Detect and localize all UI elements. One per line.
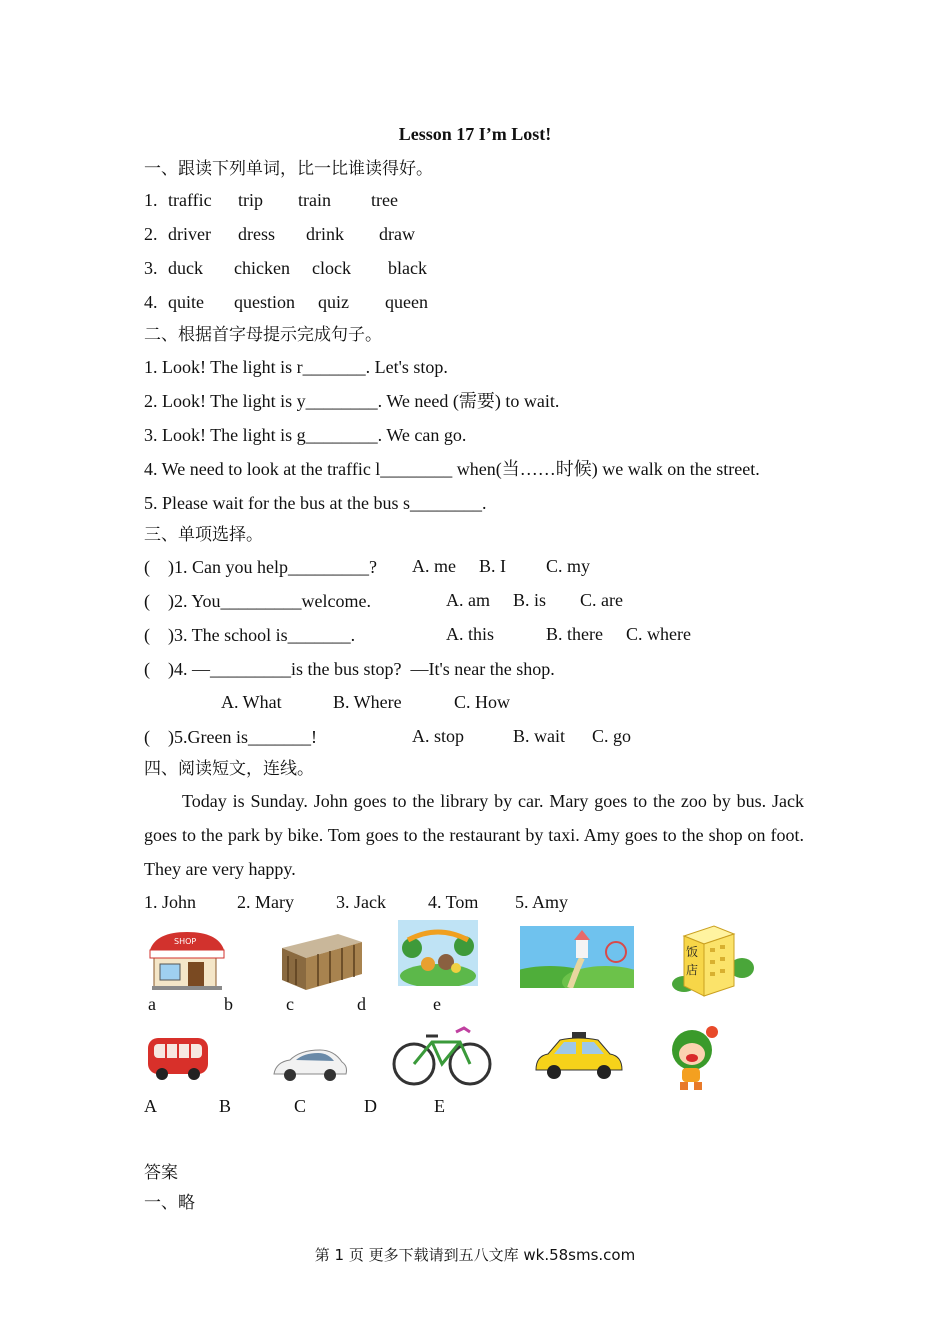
word: drink (306, 224, 344, 244)
walking-girl-picture (668, 1022, 724, 1094)
park-picture (520, 926, 634, 988)
fill-sentence: 2. Look! The light is y________. We need (需要) to wait. (144, 391, 560, 411)
place-label: c (286, 994, 294, 1014)
bus-picture (144, 1030, 218, 1084)
option-c: C. go (592, 726, 632, 746)
question-stem: ( )4. —_________is the bus stop? —It's near the shop. (144, 659, 555, 679)
option-b: B. Where (333, 692, 402, 712)
shop-sign-text: SHOP (174, 937, 197, 946)
row-number: 2. (144, 224, 158, 244)
fill-sentence: 4. We need to look at the traffic l________ when(当……时候) we walk on the street. (144, 459, 760, 479)
question-stem: ( )3. The school is_______. (144, 625, 356, 645)
reading-passage: Today is Sunday. John goes to the library by car. Mary goes to the zoo by bus. Jack goes to the park by bike. Tom goes to the restaurant by taxi. Amy goes to the shop on foot. They are very happy. (144, 791, 804, 879)
word: draw (379, 224, 415, 244)
vehicle-label: D (364, 1096, 377, 1116)
zoo-picture (398, 920, 478, 986)
row-number: 4. (144, 292, 158, 312)
row-number: 1. (144, 190, 158, 210)
shop-picture (148, 926, 226, 992)
option-c: C. How (454, 692, 511, 712)
vehicle-label: C (294, 1096, 307, 1116)
option-a: A. What (221, 692, 282, 712)
option-b: B. I (479, 556, 506, 576)
name-item: 5. Amy (515, 892, 569, 912)
option-a: A. am (446, 590, 490, 610)
word: driver (168, 224, 211, 244)
restaurant-picture (670, 922, 756, 998)
restaurant-sign-text: 饭 (686, 945, 699, 959)
name-item: 2. Mary (237, 892, 294, 912)
word: question (234, 292, 295, 312)
name-item: 4. Tom (428, 892, 479, 912)
name-item: 1. John (144, 892, 197, 912)
fill-sentence: 3. Look! The light is g________. We can go. (144, 425, 467, 445)
option-b: B. is (513, 590, 547, 610)
question-stem: ( )2. You_________welcome. (144, 591, 371, 611)
lesson-title: Lesson 17 I’m Lost! (398, 124, 552, 144)
option-b: B. wait (513, 726, 565, 746)
option-c: C. are (580, 590, 623, 610)
option-b: B. there (546, 624, 603, 644)
vehicle-label: B (219, 1096, 232, 1116)
taxi-picture (532, 1030, 626, 1084)
place-label: d (357, 994, 366, 1014)
place-label: e (433, 994, 441, 1014)
word: quiz (318, 292, 349, 312)
option-a: A. stop (412, 726, 465, 746)
word: chicken (234, 258, 290, 278)
page-footer: 第 1 页 更多下载请到五八文库 wk.58sms.com (314, 1246, 636, 1264)
word: dress (238, 224, 275, 244)
place-label: b (224, 994, 233, 1014)
answer-section1: 一、略 (144, 1193, 195, 1213)
vehicle-label: A (144, 1096, 157, 1116)
place-label: a (148, 994, 156, 1014)
section2-heading: 二、根据首字母提示完成句子。 (144, 325, 382, 345)
option-c: C. my (546, 556, 591, 576)
word: tree (371, 190, 398, 210)
word: traffic (168, 190, 212, 210)
vehicle-label: E (434, 1096, 445, 1116)
word: queen (385, 292, 428, 312)
bike-picture (390, 1022, 494, 1088)
option-a: A. me (412, 556, 456, 576)
row-number: 3. (144, 258, 158, 278)
word: duck (168, 258, 203, 278)
question-stem: ( )5.Green is_______! (144, 727, 317, 747)
name-item: 3. Jack (336, 892, 386, 912)
question-stem: ( )1. Can you help_________? (144, 557, 377, 577)
library-picture (278, 926, 364, 992)
section1-heading: 一、跟读下列单词，比一比谁读得好。 (144, 159, 433, 179)
section4-heading: 四、阅读短文，连线。 (144, 759, 314, 779)
option-a: A. this (446, 624, 495, 644)
answers-heading: 答案 (144, 1163, 178, 1183)
fill-sentence: 1. Look! The light is r_______. Let's stop. (144, 357, 448, 377)
word: trip (238, 190, 263, 210)
restaurant-sign-text: 店 (686, 963, 699, 977)
word: black (388, 258, 427, 278)
word: quite (168, 292, 204, 312)
section3-heading: 三、单项选择。 (144, 525, 263, 545)
word: clock (312, 258, 351, 278)
word: train (298, 190, 331, 210)
option-c: C. where (626, 624, 691, 644)
car-picture (270, 1046, 350, 1084)
fill-sentence: 5. Please wait for the bus at the bus s________. (144, 493, 487, 513)
